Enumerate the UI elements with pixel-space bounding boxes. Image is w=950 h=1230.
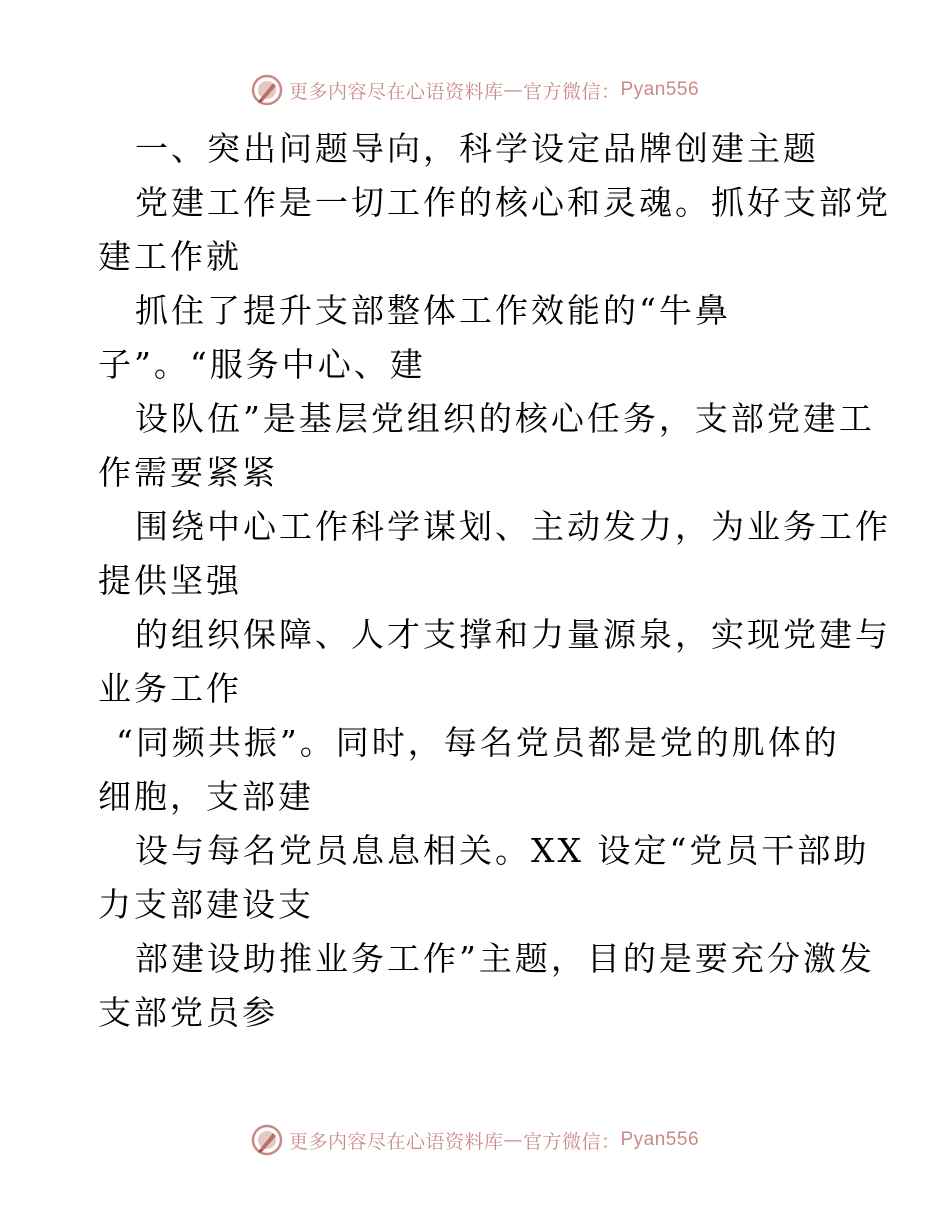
watermark-separator: — (503, 1129, 523, 1151)
header-watermark (0, 70, 950, 110)
watermark-wechat-id: Pyan556 (620, 1129, 700, 1150)
paragraph-line: “同频共振”。同时，每名党员都是党的肌体的 (116, 723, 840, 762)
watermark-wechat-id: Pyan556 (620, 79, 700, 100)
paragraph-line: 作需要紧紧 (98, 453, 278, 492)
paragraph-line: 支部党员参 (98, 993, 278, 1032)
paragraph-line: 部建设助推业务工作”主题，目的是要充分激发 (135, 939, 875, 978)
paragraph-line: 围绕中心工作科学谋划、主动发力，为业务工作 (135, 507, 891, 546)
paragraph-line: 抓住了提升支部整体工作效能的“牛鼻 (135, 291, 731, 330)
footer-watermark (0, 1120, 950, 1160)
document-body (98, 122, 891, 1040)
paragraph-line: 的组织保障、人才支撑和力量源泉，实现党建与 (135, 615, 891, 654)
paragraph-line: 党建工作是一切工作的核心和灵魂。抓好支部党 (135, 183, 891, 222)
paragraph-line: 业务工作 (98, 669, 242, 708)
paragraph-line: 细胞，支部建 (98, 777, 314, 816)
section-heading: 一、突出问题导向，科学设定品牌创建主题 (135, 129, 819, 168)
pen-logo-icon (251, 1124, 283, 1156)
watermark-separator: — (503, 79, 523, 101)
paragraph-line: 提供坚强 (98, 561, 242, 600)
watermark-site-text: 更多内容尽在心语资料库 (288, 1130, 504, 1153)
watermark-site-text: 更多内容尽在心语资料库 (288, 80, 504, 103)
watermark-wechat-label: 官方微信： (522, 1130, 621, 1153)
paragraph-line: 设与每名党员息息相关。XX 设定“党员干部助 (135, 831, 870, 870)
watermark-wechat-label: 官方微信： (522, 80, 621, 103)
pen-logo-icon (251, 74, 283, 106)
paragraph-line: 力支部建设支 (98, 885, 314, 924)
paragraph-line: 子”。“服务中心、建 (98, 345, 426, 384)
paragraph-line: 设队伍”是基层党组织的核心任务，支部党建工 (135, 399, 875, 438)
paragraph-line: 建工作就 (98, 237, 242, 276)
